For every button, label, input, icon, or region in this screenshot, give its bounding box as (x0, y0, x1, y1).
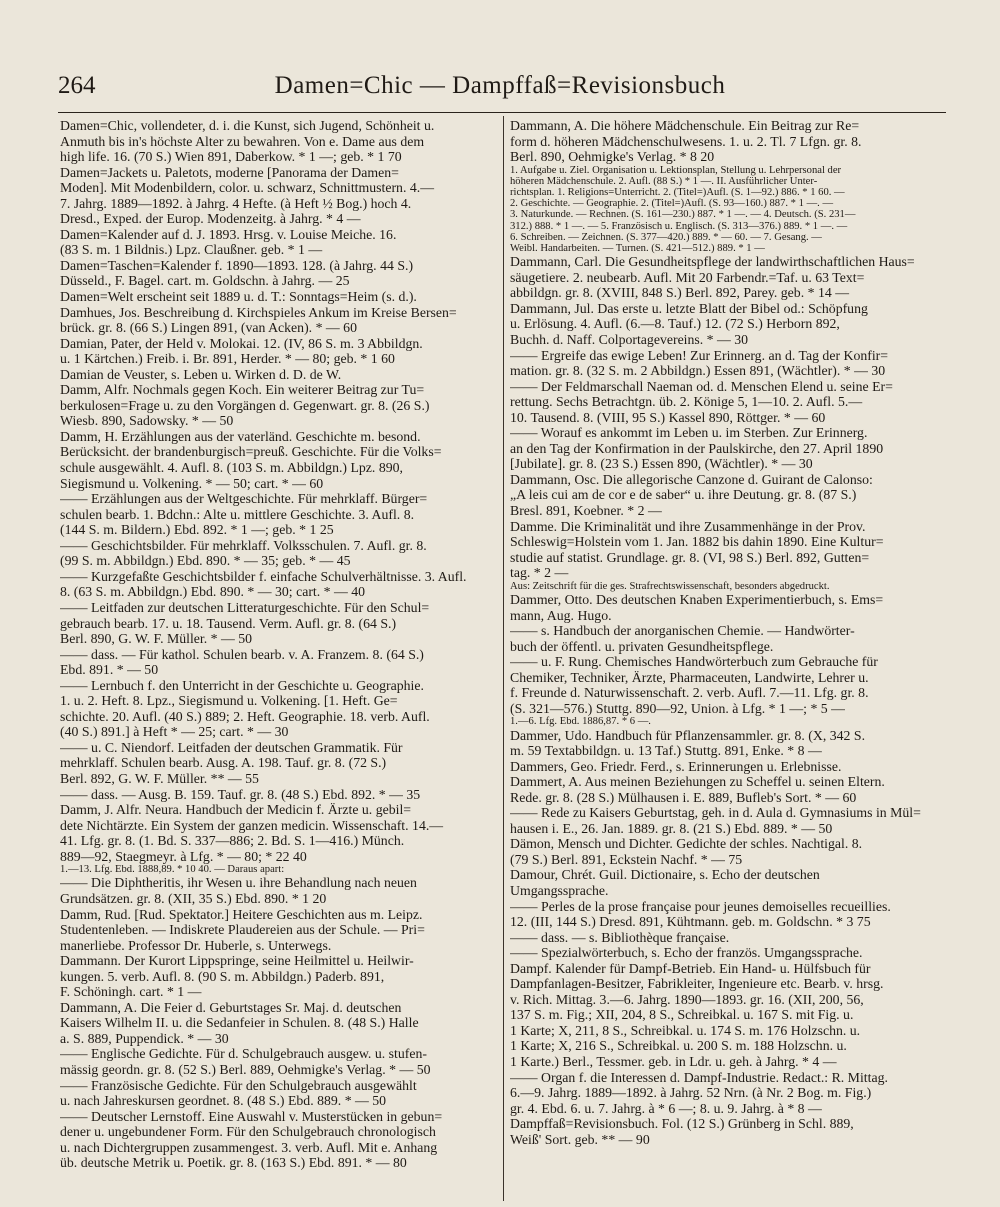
entry-line: höheren Mädchenschule. 2. Aufl. (88 S.) * 1 —. II. Ausführlicher Unter- (510, 175, 818, 187)
entry-line: —— Deutscher Lernstoff. Eine Auswahl v. Musterstücken in gebun= (60, 1108, 443, 1124)
entry-line: —— Französische Gedichte. Für den Schulgebrauch ausgewählt (60, 1077, 417, 1093)
entry-line: —— s. Handbuch der anorganischen Chemie. — Handwörter- (510, 623, 855, 639)
entry-line: „A leis cui am de cor e de saber“ u. ihre Deutung. gr. 8. (87 S.) (510, 487, 857, 503)
entry-line: [Jubilate]. gr. 8. (23 S.) Essen 890, (Wächtler). * — 30 (510, 456, 813, 472)
entry-line: üb. deutsche Metrik u. Poetik. gr. 8. (163 S.) Ebd. 891. * — 80 (60, 1155, 407, 1171)
entry-line: mässig geordn. gr. 8. (52 S.) Berl. 889, Oehmigke's Verlag. * — 50 (60, 1062, 431, 1078)
entry-line: säugetiere. 2. neubearb. Aufl. Mit 20 Farbendr.=Taf. u. 63 Text= (510, 269, 865, 285)
entry-line: an den Tag der Konfirmation in der Paulskirche, den 27. April 1890 (510, 440, 884, 456)
entry-line: 12. (III, 144 S.) Dresd. 891, Kühtmann. geb. m. Goldschn. * 3 75 (510, 914, 871, 930)
entry-line: Damian, Pater, der Held v. Molokai. 12. (IV, 86 S. m. 3 Abbildgn. (60, 335, 423, 351)
entry-line: 889—92, Staegmeyr. à Lfg. * — 80; * 22 40 (60, 848, 307, 864)
entry-line: hausen i. E., 26. Jan. 1889. gr. 8. (21 S.) Ebd. 889. * — 50 (510, 820, 833, 836)
right-column (510, 118, 948, 1198)
entry-line: Studentenleben. — Indiskrete Plaudereien aus der Schule. — Pri= (60, 922, 425, 938)
running-title: Damen=Chic — Dampffaß=Revisionsbuch (274, 72, 726, 99)
entry-line: (83 S. m. 1 Bildnis.) Lpz. Claußner. geb. * 1 — (60, 242, 323, 258)
entry-line: u. Erlösung. 4. Aufl. (6.—8. Tauf.) 12. (72 S.) Herborn 892, (510, 316, 840, 332)
entry-line: gr. 4. Ebd. 6. u. 7. Jahrg. à * 6 —; 8. u. 9. Jahrg. à * 8 — (510, 1100, 822, 1116)
entry-line: Dammann, Carl. Die Gesundheitspflege der landwirthschaftlichen Haus= (510, 254, 915, 270)
entry-line: u. 1 Kärtchen.) Freib. i. Br. 891, Herder. * — 80; geb. * 1 60 (60, 351, 395, 367)
entry-line: Umgangssprache. (510, 883, 609, 898)
entry-line: —— Perles de la prose française pour jeunes demoiselles recueillies. (510, 898, 891, 914)
entry-line: 1.—6. Lfg. Ebd. 1886,87. * 6 —. (510, 716, 651, 728)
entry-line: 1 Karte.) Berl., Tessmer. geb. in Ldr. u. geh. à Jahrg. * 4 — (510, 1054, 837, 1070)
entry-line: Düsseld., F. Bagel. cart. m. Goldschn. à Jahrg. — 25 (60, 273, 350, 289)
entry-line: Dampfanlagen-Besitzer, Fabrikleiter, Ingenieure etc. Bearb. v. hrsg. (510, 976, 884, 992)
entry-line: Dammann, Osc. Die allegorische Canzone d. Guirant de Calonso: (510, 471, 873, 487)
entry-line: —— Der Feldmarschall Naeman od. d. Menschen Elend u. seine Er= (510, 378, 893, 394)
entry-line: 1. u. 2. Heft. 8. Lpz., Siegismund u. Volkening. [1. Heft. Ge= (60, 693, 398, 709)
entry-line: mation. gr. 8. (32 S. m. 2 Abbildgn.) Essen 891, (Wächtler). * — 30 (510, 363, 886, 379)
entry-line: Kaisers Wilhelm II. u. die Sedanfeier in Schulen. 8. (48 S.) Halle (60, 1015, 419, 1031)
entry-line: 41. Lfg. gr. 8. (1. Bd. S. 337—886; 2. Bd. S. 1—416.) Münch. (60, 833, 405, 849)
entry-line: Damen=Taschen=Kalender f. 1890—1893. 128. (à Jahrg. 44 S.) (60, 257, 414, 273)
entry-line: Bresl. 891, Koebner. * 2 — (510, 503, 662, 519)
entry-line: m. 59 Textabbildgn. u. 13 Taf.) Stuttg. 891, Enke. * 8 — (510, 743, 822, 759)
entry-line: Damm, Alfr. Nochmals gegen Koch. Ein weiterer Beitrag zur Tu= (60, 382, 425, 398)
entry-line: form d. höheren Mädchenschulwesens. 1. u. 2. Tl. 7 Lfgn. gr. 8. (510, 133, 862, 149)
entry-line: (99 S. m. Abbildgn.) Ebd. 890. * — 35; geb. * — 45 (60, 553, 351, 569)
entry-line: Damme. Die Kriminalität und ihre Zusammenhänge in der Prov. (510, 518, 866, 534)
entry-line: —— Leitfaden zur deutschen Litteraturgeschichte. Für den Schul= (60, 599, 430, 615)
entry-line: Berl. 890, G. W. F. Müller. * — 50 (60, 631, 253, 647)
entry-line: Damian de Veuster, s. Leben u. Wirken d. D. de W. (60, 366, 342, 382)
entry-line: Wiesb. 890, Sadowsky. * — 50 (60, 413, 234, 429)
entry-line: 8. (63 S. m. Abbildgn.) Ebd. 890. * — 30; cart. * — 40 (60, 584, 366, 600)
entry-line: Rede. gr. 8. (28 S.) Mülhausen i. E. 889, Bufleb's Sort. * — 60 (510, 789, 857, 805)
entry-line: berkulosen=Frage u. zu den Vorgängen d. Gegenwart. gr. 8. (26 S.) (60, 397, 430, 413)
entry-line: Chemiker, Techniker, Ärzte, Pharmaceuten, Landwirte, Lehrer u. (510, 669, 869, 685)
entry-line: u. nach Dichtergruppen zusammengest. 3. verb. Aufl. Mit e. Anhang (60, 1139, 438, 1155)
entry-line: Damen=Jackets u. Paletots, moderne [Panorama der Damen= (60, 164, 399, 180)
entry-line: —— u. C. Niendorf. Leitfaden der deutschen Grammatik. Für (60, 739, 403, 755)
entry-line: Buchh. d. Naff. Colportagevereins. * — 30 (510, 332, 749, 347)
entry-line: schichte. 20. Aufl. (40 S.) 889; 2. Heft. Geographie. 18. verb. Aufl. (60, 708, 430, 724)
entry-line: Dresd., Exped. der Europ. Modenzeitg. à Jahrg. * 4 — (60, 211, 361, 227)
entry-line: —— dass. — Für kathol. Schulen bearb. v. A. Franzem. 8. (64 S.) (60, 646, 424, 662)
entry-line: Berl. 892, G. W. F. Müller. ** — 55 (60, 770, 259, 786)
entry-line: v. Rich. Mittag. 3.—6. Jahrg. 1890—1893. gr. 16. (XII, 200, 56, (510, 991, 864, 1007)
entry-line: 1. Aufgabe u. Ziel. Organisation u. Lektionsplan, Stellung u. Lehrpersonal der (510, 164, 842, 176)
entry-line: dete Nichtärzte. Ein System der ganzen medicin. Wissenschaft. 14.— (60, 817, 444, 833)
entry-line: f. Freunde d. Naturwissenschaft. 2. verb. Aufl. 7.—11. Lfg. gr. 8. (510, 685, 869, 701)
entry-line: Damhues, Jos. Beschreibung d. Kirchspieles Ankum im Kreise Bersen= (60, 304, 457, 320)
entry-line: 3. Naturkunde. — Rechnen. (S. 161—230.) 887. * 1 —. — 4. Deutsch. (S. 231— (510, 209, 856, 221)
entry-line: Damm, Rud. [Rud. Spektator.] Heitere Geschichten aus m. Leipz. (60, 906, 423, 922)
entry-line: Schleswig=Holstein vom 1. Jan. 1882 bis dahin 1890. Eine Kultur= (510, 534, 884, 550)
entry-line: manerliebe. Professor Dr. Huberle, s. Unterwegs. (60, 937, 332, 953)
entry-line: (40 S.) 891.] à Heft * — 25; cart. * — 30 (60, 724, 289, 740)
entry-line: rettung. Sechs Betrachtgn. üb. 2. Könige 5, 1—10. 2. Aufl. 5.— (510, 394, 863, 410)
entry-line: brück. gr. 8. (66 S.) Lingen 891, (van Acken). * — 60 (60, 320, 357, 336)
entry-line: high life. 16. (70 S.) Wien 891, Daberkow. * 1 —; geb. * 1 70 (60, 149, 402, 165)
entry-line: 312.) 888. * 1 —. — 5. Französisch u. Englisch. (S. 313—376.) 889. * 1 —. — (510, 220, 848, 232)
entry-line: kungen. 5. verb. Aufl. 8. (90 S. m. Abbildgn.) Paderb. 891, (60, 968, 385, 984)
entry-line: —— dass. — Ausg. B. 159. Tauf. gr. 8. (48 S.) Ebd. 892. * — 35 (60, 786, 421, 802)
entry-line: Berl. 890, Oehmigke's Verlag. * 8 20 (510, 149, 715, 165)
entry-line: 1 Karte; X, 211, 8 S., Schreibkal. u. 174 S. m. 176 Holzschn. u. (510, 1022, 861, 1038)
entry-line: Dammert, A. Aus meinen Beziehungen zu Scheffel u. seinen Eltern. (510, 774, 885, 790)
entry-line: Aus: Zeitschrift für die ges. Strafrechtswissenschaft, besonders abgedruckt. (510, 580, 830, 592)
entry-line: Ebd. 891. * — 50 (60, 662, 159, 678)
entry-line: mann, Aug. Hugo. (510, 607, 612, 623)
entry-line: Damour, Chrét. Guil. Dictionaire, s. Echo der deutschen (510, 867, 820, 883)
entry-line: (79 S.) Berl. 891, Eckstein Nachf. * — 75 (510, 851, 743, 867)
entry-line: —— Ergreife das ewige Leben! Zur Erinnerg. an d. Tag der Konfir= (510, 347, 889, 363)
entry-line: Damen=Kalender auf d. J. 1893. Hrsg. v. Louise Meiche. 16. (60, 226, 397, 242)
column-divider (503, 116, 504, 1201)
entry-line: Weibl. Handarbeiten. — Turnen. (S. 421—512.) 889. * 1 — (510, 243, 765, 255)
entry-line: —— Lernbuch f. den Unterricht in der Geschichte u. Geographie. (60, 677, 424, 693)
entry-line: (144 S. m. Bildern.) Ebd. 892. * 1 —; geb. * 1 25 (60, 522, 334, 538)
entry-line: schule ausgewählt. 4. Aufl. 8. (103 S. m. Abbildgn.) Lpz. 890, (60, 460, 403, 476)
entry-line: —— Spezialwörterbuch, s. Echo der französ. Umgangssprache. (510, 945, 863, 961)
entry-line: —— u. F. Rung. Chemisches Handwörterbuch zum Gebrauche für (510, 654, 878, 670)
entry-line: Dämon, Mensch und Dichter. Gedichte der schles. Nachtigal. 8. (510, 836, 863, 852)
entry-line: 137 S. m. Fig.; XII, 204, 8 S., Schreibkal. u. 167 S. mit Fig. u. (510, 1007, 854, 1023)
entry-line: Dammann, Jul. Das erste u. letzte Blatt der Bibel od.: Schöpfung (510, 300, 868, 316)
entry-line: 6. Schreiben. — Zeichnen. (S. 377—420.) 889. * — 60. — 7. Gesang. — (510, 231, 822, 243)
entry-line: buch der öffentl. u. privaten Gesundheitspflege. (510, 638, 774, 654)
entry-line: Dammer, Udo. Handbuch für Pflanzensammler. gr. 8. (X, 342 S. (510, 727, 866, 743)
entry-line: Dammann, A. Die höhere Mädchenschule. Ein Beitrag zur Re= (510, 118, 860, 133)
entry-line: Moden]. Mit Modenbildern, color. u. schwarz, Schnittmustern. 4.— (60, 180, 434, 196)
entry-line: 1 Karte; X, 216 S., Schreibkal. u. 200 S. m. 188 Holzschn. u. (510, 1038, 847, 1054)
entry-line: Damen=Chic, vollendeter, d. i. die Kunst, sich Jugend, Schönheit u. (60, 118, 435, 133)
entry-line: (S. 321—576.) Stuttg. 890—92, Union. à Lfg. * 1 —; * 5 — (510, 700, 845, 716)
entry-line: mehrklaff. Schulen bearb. Ausg. A. 198. Tauf. gr. 8. (72 S.) (60, 755, 387, 771)
entry-line: —— Englische Gedichte. Für d. Schulgebrauch ausgew. u. stufen- (60, 1046, 427, 1062)
entry-line: u. nach Jahreskursen geordnet. 8. (48 S.) Ebd. 889. * — 50 (60, 1093, 387, 1109)
entry-line: Dampf. Kalender für Dampf-Betrieb. Ein Hand- u. Hülfsbuch für (510, 960, 871, 976)
entry-line: 1.—13. Lfg. Ebd. 1888,89. * 10 40. — Daraus apart: (60, 864, 285, 876)
entry-line: 6.—9. Jahrg. 1889—1892. à Jahrg. 52 Nrn. (à Nr. 2 Bog. m. Fig.) (510, 1085, 872, 1101)
entry-line: Damm, H. Erzählungen aus der vaterländ. Geschichte m. besond. (60, 428, 421, 444)
entry-line: Dampffaß=Revisionsbuch. Fol. (12 S.) Grünberg in Schl. 889, (510, 1116, 854, 1132)
entry-line: gebrauch bearb. 17. u. 18. Tausend. Verm. Aufl. gr. 8. (64 S.) (60, 615, 397, 631)
entry-line: dener u. ungebundener Form. Für den Schulgebrauch chronologisch (60, 1124, 436, 1140)
entry-line: Dammann. Der Kurort Lippspringe, seine Heilmittel u. Heilwir- (60, 953, 414, 969)
entry-line: 10. Tausend. 8. (VIII, 95 S.) Kassel 890, Röttger. * — 60 (510, 409, 826, 425)
entry-line: —— Rede zu Kaisers Geburtstag, geh. in d. Aula d. Gymnasiums in Mül= (510, 805, 921, 821)
entry-line: —— Kurzgefaßte Geschichtsbilder f. einfache Schulverhältnisse. 3. Aufl. (60, 568, 467, 584)
header-rule (58, 112, 946, 113)
entry-line: Damen=Welt erscheint seit 1889 u. d. T.: Sonntags=Heim (s. d.). (60, 289, 417, 305)
entry-line: —— dass. — s. Bibliothèque française. (510, 929, 730, 945)
entry-line: Anmuth bis in's höchste Alter zu bewahren. Von e. Dame aus dem (60, 133, 425, 149)
entry-line: abbildgn. gr. 8. (XVIII, 848 S.) Berl. 892, Parey. geb. * 14 — (510, 285, 849, 301)
entry-line: 7. Jahrg. 1889—1892. à Jahrg. 4 Hefte. (à Heft ½ Bog.) hoch 4. (60, 195, 412, 211)
entry-line: schulen bearb. 1. Bdchn.: Alte u. mittlere Geschichte. 3. Aufl. 8. (60, 506, 415, 522)
entry-line: Damm, J. Alfr. Neura. Handbuch der Medicin f. Ärzte u. gebil= (60, 802, 412, 818)
entry-line: Berücksicht. der brandenburgisch=preuß. Geschichte. Für die Volks= (60, 444, 442, 460)
page-number: 264 (58, 72, 96, 99)
entry-line: Dammer, Otto. Des deutschen Knaben Experimentierbuch, s. Ems= (510, 591, 884, 607)
left-column (60, 118, 498, 1198)
entry-line: tag. * 2 — (510, 565, 569, 581)
entry-line: Siegismund u. Volkening. * — 50; cart. * — 60 (60, 475, 324, 491)
entry-line: —— Erzählungen aus der Weltgeschichte. Für mehrklaff. Bürger= (60, 491, 428, 507)
entry-line: —— Die Diphtheritis, ihr Wesen u. ihre Behandlung nach neuen (60, 875, 417, 891)
entry-line: —— Worauf es ankommt im Leben u. im Sterben. Zur Erinnerg. (510, 425, 868, 441)
entry-line: Dammann, A. Die Feier d. Geburtstages Sr. Maj. d. deutschen (60, 999, 402, 1015)
entry-line: a. S. 889, Puppendick. * — 30 (60, 1030, 229, 1046)
entry-line: Dammers, Geo. Friedr. Ferd., s. Erinnerungen u. Erlebnisse. (510, 758, 842, 774)
entry-line: F. Schöningh. cart. * 1 — (60, 984, 202, 1000)
entry-line: 2. Geschichte. — Geographie. 2. (Titel=)Aufl. (S. 93—160.) 887. * 1 —. — (510, 198, 834, 210)
entry-line: richtsplan. 1. Religions=Unterricht. 2. (Titel=)Aufl. (S. 1—92.) 886. * 1 60. — (510, 187, 845, 199)
entry-line: Weiß' Sort. geb. ** — 90 (510, 1131, 650, 1147)
entry-line: —— Organ f. die Interessen d. Dampf-Industrie. Redact.: R. Mittag. (510, 1069, 888, 1085)
entry-line: Grundsätzen. gr. 8. (XII, 35 S.) Ebd. 890. * 1 20 (60, 891, 327, 906)
entry-line: studie auf statist. Grundlage. gr. 8. (VI, 98 S.) Berl. 892, Gutten= (510, 549, 870, 565)
entry-line: —— Geschichtsbilder. Für mehrklaff. Volksschulen. 7. Aufl. gr. 8. (60, 537, 427, 553)
